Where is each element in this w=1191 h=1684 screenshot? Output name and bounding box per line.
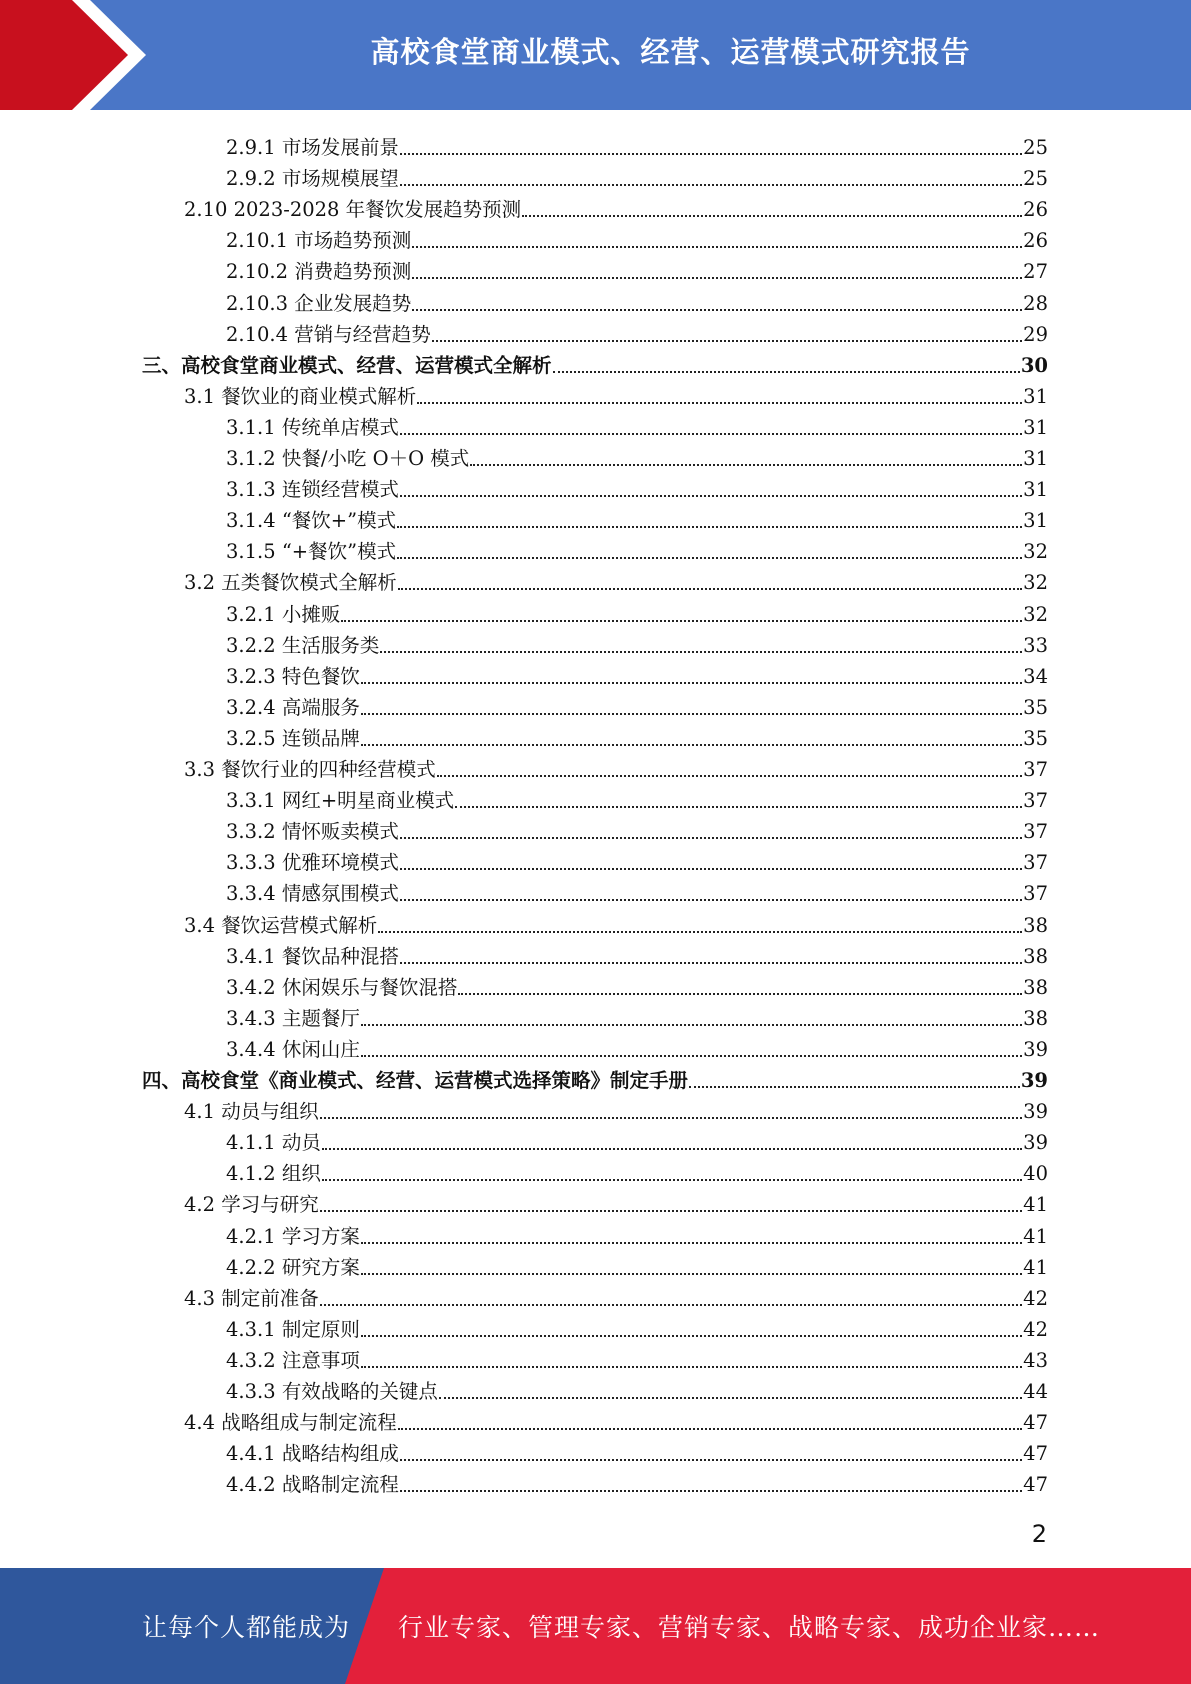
toc-dot-leader <box>455 806 1022 808</box>
toc-dot-leader <box>320 1304 1022 1306</box>
toc-dot-leader <box>412 277 1022 279</box>
toc-entry-title: 3.2 五类餐饮模式全解析 <box>184 571 397 595</box>
toc-entry-page: 26 <box>1023 229 1048 253</box>
toc-section-entry[interactable] <box>184 1280 1048 1311</box>
toc-dot-leader <box>412 246 1022 248</box>
toc-entry-page: 32 <box>1023 571 1048 595</box>
toc-dot-leader <box>689 1086 1020 1088</box>
toc-entry-page: 41 <box>1023 1255 1048 1279</box>
toc-entry-title: 3.3.4 情感氛围模式 <box>226 882 399 906</box>
toc-subsection-entry[interactable] <box>226 969 1048 1000</box>
toc-entry-page: 39 <box>1023 1131 1048 1155</box>
toc-entry-title: 4.1 动员与组织 <box>184 1100 319 1124</box>
toc-entry-page: 34 <box>1023 664 1048 688</box>
toc-subsection-entry[interactable] <box>226 160 1048 191</box>
toc-entry-page: 47 <box>1023 1442 1048 1466</box>
toc-entry-page: 42 <box>1023 1286 1048 1310</box>
toc-subsection-entry[interactable] <box>226 1311 1048 1342</box>
toc-subsection-entry[interactable] <box>226 689 1048 720</box>
toc-entry-page: 37 <box>1023 851 1048 875</box>
toc-entry-title: 2.10.3 企业发展趋势 <box>226 291 412 315</box>
toc-entry-title: 4.2 学习与研究 <box>184 1193 319 1217</box>
toc-dot-leader <box>412 309 1022 311</box>
toc-entry-title: 3.3.3 优雅环境模式 <box>226 851 399 875</box>
toc-entry-title: 4.2.1 学习方案 <box>226 1224 360 1248</box>
toc-entry-title: 2.10.4 营销与经营趋势 <box>226 322 431 346</box>
toc-entry-page: 25 <box>1023 136 1048 159</box>
toc-dot-leader <box>400 153 1022 155</box>
toc-section-entry[interactable] <box>184 1186 1048 1217</box>
toc-entry-page: 31 <box>1023 509 1048 533</box>
toc-subsection-entry[interactable] <box>226 782 1048 813</box>
toc-entry-page: 32 <box>1023 602 1048 626</box>
toc-dot-leader <box>361 1273 1022 1275</box>
toc-subsection-entry[interactable] <box>226 658 1048 689</box>
toc-subsection-entry[interactable] <box>226 533 1048 564</box>
toc-dot-leader <box>470 464 1022 466</box>
toc-subsection-entry[interactable] <box>226 1249 1048 1280</box>
toc-subsection-entry[interactable] <box>226 253 1048 284</box>
toc-subsection-entry[interactable] <box>226 1000 1048 1031</box>
toc-entry-page: 39 <box>1023 1037 1048 1061</box>
toc-entry-page: 38 <box>1023 944 1048 968</box>
toc-section-entry[interactable] <box>184 907 1048 938</box>
toc-subsection-entry[interactable] <box>226 285 1048 316</box>
toc-dot-leader <box>400 433 1022 435</box>
toc-dot-leader <box>400 962 1022 964</box>
toc-dot-leader <box>400 837 1022 839</box>
toc-entry-title: 3.3 餐饮行业的四种经营模式 <box>184 758 436 781</box>
toc-entry-page: 47 <box>1023 1411 1048 1435</box>
toc-section-entry[interactable] <box>184 1093 1048 1124</box>
toc-entry-title: 2.10 2023-2028 年餐饮发展趋势预测 <box>184 198 522 222</box>
report-title: 高校食堂商业模式、经营、运营模式研究报告 <box>370 34 971 69</box>
toc-dot-leader <box>397 526 1022 528</box>
toc-entry-page: 44 <box>1023 1380 1048 1403</box>
toc-dot-leader <box>398 1428 1022 1430</box>
toc-entry-page: 31 <box>1023 447 1048 470</box>
toc-entry-page: 35 <box>1023 695 1048 719</box>
toc-entry-page: 26 <box>1023 198 1048 222</box>
toc-dot-leader <box>378 931 1022 933</box>
toc-entry-page: 41 <box>1023 1224 1048 1248</box>
toc-entry-title: 4.3.1 制定原则 <box>226 1317 360 1341</box>
toc-entry-page: 31 <box>1023 384 1048 408</box>
toc-dot-leader <box>320 1117 1022 1119</box>
toc-subsection-entry[interactable] <box>226 1342 1048 1373</box>
toc-dot-leader <box>432 340 1022 342</box>
toc-subsection-entry[interactable] <box>226 720 1048 751</box>
toc-dot-leader <box>439 1397 1022 1399</box>
toc-subsection-entry[interactable] <box>226 471 1048 502</box>
toc-entry-title: 4.3 制定前准备 <box>184 1286 319 1310</box>
toc-entry-page: 31 <box>1023 415 1048 439</box>
toc-subsection-entry[interactable] <box>226 875 1048 906</box>
toc-entry-title: 3.3.1 网红+明星商业模式 <box>226 789 455 813</box>
toc-dot-leader <box>417 402 1022 404</box>
toc-entry-page: 32 <box>1023 540 1048 564</box>
toc-dot-leader <box>361 1366 1022 1368</box>
toc-subsection-entry[interactable] <box>226 844 1048 875</box>
toc-dot-leader <box>380 651 1022 653</box>
toc-entry-title: 3.2.1 小摊贩 <box>226 602 341 626</box>
toc-entry-page: 29 <box>1023 322 1048 346</box>
toc-entry-title: 四、高校食堂《商业模式、经营、运营模式选择策略》制定手册 <box>142 1069 689 1092</box>
toc-dot-leader <box>553 371 1020 373</box>
toc-entry-title: 4.1.1 动员 <box>226 1131 321 1155</box>
toc-dot-leader <box>361 682 1022 684</box>
toc-dot-leader <box>400 868 1022 870</box>
toc-entry-title: 2.10.1 市场趋势预测 <box>226 229 412 253</box>
toc-entry-title: 3.1.4 “餐饮+”模式 <box>226 509 397 533</box>
toc-entry-title: 3.1 餐饮业的商业模式解析 <box>184 384 417 408</box>
toc-entry-title: 三、高校食堂商业模式、经营、运营模式全解析 <box>142 353 552 377</box>
toc-subsection-entry[interactable] <box>226 129 1048 160</box>
toc-entry-title: 4.4.1 战略结构组成 <box>226 1442 399 1466</box>
footer-slogan: 让每个人都能成为 <box>142 1613 351 1642</box>
footer-expert-list: 行业专家、管理专家、营销专家、战略专家、成功企业家…… <box>398 1613 1101 1642</box>
toc-entry-page: 35 <box>1023 726 1048 750</box>
toc-entry-title: 4.2.2 研究方案 <box>226 1255 360 1279</box>
page-footer <box>0 1568 1191 1684</box>
toc-chapter-entry[interactable] <box>142 1062 1048 1093</box>
toc-dot-leader <box>400 1490 1022 1492</box>
toc-entry-page: 37 <box>1023 758 1048 781</box>
toc-dot-leader <box>361 1335 1022 1337</box>
toc-entry-page: 43 <box>1023 1348 1048 1372</box>
toc-subsection-entry[interactable] <box>226 1373 1048 1404</box>
toc-entry-page: 41 <box>1023 1193 1048 1217</box>
toc-entry-page: 39 <box>1020 1069 1048 1092</box>
toc-dot-leader <box>322 1179 1022 1181</box>
toc-dot-leader <box>400 184 1022 186</box>
toc-entry-page: 40 <box>1023 1162 1048 1186</box>
toc-dot-leader <box>400 899 1022 901</box>
toc-entry-title: 3.4.1 餐饮品种混搭 <box>226 944 399 968</box>
toc-dot-leader <box>437 775 1022 777</box>
toc-section-entry[interactable] <box>184 191 1048 222</box>
toc-entry-page: 37 <box>1023 789 1048 813</box>
toc-entry-title: 3.1.3 连锁经营模式 <box>226 478 399 502</box>
toc-subsection-entry[interactable] <box>226 1155 1048 1186</box>
toc-entry-page: 27 <box>1023 260 1048 284</box>
toc-entry-page: 38 <box>1023 1006 1048 1030</box>
toc-entry-page: 25 <box>1023 167 1048 191</box>
toc-dot-leader <box>397 557 1022 559</box>
toc-entry-title: 3.3.2 情怀贩卖模式 <box>226 820 399 844</box>
toc-entry-page: 42 <box>1023 1317 1048 1341</box>
toc-entry-page: 37 <box>1023 882 1048 906</box>
toc-entry-title: 3.2.5 连锁品牌 <box>226 726 360 750</box>
toc-entry-title: 3.1.5 “+餐饮”模式 <box>226 540 397 564</box>
toc-entry-title: 3.1.2 快餐/小吃 O＋O 模式 <box>226 447 470 470</box>
toc-dot-leader <box>320 1210 1022 1212</box>
toc-entry-title: 3.4.3 主题餐厅 <box>226 1006 360 1030</box>
page-number: 2 <box>1031 1520 1047 1548</box>
toc-entry-title: 2.9.1 市场发展前景 <box>226 136 399 159</box>
page-header <box>0 0 1191 110</box>
toc-entry-title: 3.2.3 特色餐饮 <box>226 664 360 688</box>
toc-entry-page: 33 <box>1023 633 1048 657</box>
toc-subsection-entry[interactable] <box>226 1031 1048 1062</box>
toc-entry-page: 31 <box>1023 478 1048 502</box>
toc-subsection-entry[interactable] <box>226 502 1048 533</box>
toc-entry-page: 47 <box>1023 1473 1048 1497</box>
toc-entry-title: 2.9.2 市场规模展望 <box>226 167 399 191</box>
toc-entry-title: 3.1.1 传统单店模式 <box>226 415 399 439</box>
toc-subsection-entry[interactable] <box>226 409 1048 440</box>
toc-dot-leader <box>522 215 1022 217</box>
toc-dot-leader <box>361 1024 1022 1026</box>
toc-chapter-entry[interactable] <box>142 347 1048 378</box>
toc-entry-page: 37 <box>1023 820 1048 844</box>
toc-dot-leader <box>361 1242 1022 1244</box>
toc-entry-title: 4.4.2 战略制定流程 <box>226 1473 399 1497</box>
toc-section-entry[interactable] <box>184 378 1048 409</box>
toc-section-entry[interactable] <box>184 1404 1048 1435</box>
toc-dot-leader <box>341 620 1022 622</box>
toc-dot-leader <box>398 588 1022 590</box>
toc-entry-page: 39 <box>1023 1100 1048 1124</box>
toc-dot-leader <box>361 713 1022 715</box>
toc-subsection-entry[interactable] <box>226 1124 1048 1155</box>
toc-entry-title: 3.4.2 休闲娱乐与餐饮混搭 <box>226 975 458 999</box>
toc-dot-leader <box>400 1459 1022 1461</box>
toc-dot-leader <box>361 1055 1022 1057</box>
toc-dot-leader <box>361 744 1022 746</box>
toc-section-entry[interactable] <box>184 564 1048 595</box>
toc-entry-title: 4.3.2 注意事项 <box>226 1348 360 1372</box>
toc-entry-title: 3.2.4 高端服务 <box>226 695 360 719</box>
toc-dot-leader <box>322 1148 1022 1150</box>
toc-subsection-entry[interactable] <box>226 316 1048 347</box>
toc-entry-page: 38 <box>1023 975 1048 999</box>
header-chevron-graphic <box>0 0 160 110</box>
toc-entry-title: 2.10.2 消费趋势预测 <box>226 260 412 284</box>
toc-subsection-entry[interactable] <box>226 222 1048 253</box>
toc-subsection-entry[interactable] <box>226 813 1048 844</box>
toc-subsection-entry[interactable] <box>226 1466 1048 1497</box>
toc-entry-page: 38 <box>1023 913 1048 937</box>
toc-entry-page: 30 <box>1020 353 1048 377</box>
toc-entry-title: 3.4 餐饮运营模式解析 <box>184 913 378 937</box>
toc-subsection-entry[interactable] <box>226 1435 1048 1466</box>
toc-entry-title: 4.4 战略组成与制定流程 <box>184 1411 397 1435</box>
toc-section-entry[interactable] <box>184 751 1048 782</box>
toc-entry-title: 3.2.2 生活服务类 <box>226 633 380 657</box>
toc-subsection-entry[interactable] <box>226 627 1048 658</box>
toc-entry-title: 3.4.4 休闲山庄 <box>226 1037 360 1061</box>
toc-dot-leader <box>458 993 1022 995</box>
toc-subsection-entry[interactable] <box>226 938 1048 969</box>
toc-entry-title: 4.3.3 有效战略的关键点 <box>226 1380 438 1403</box>
toc-dot-leader <box>400 495 1022 497</box>
toc-entry-title: 4.1.2 组织 <box>226 1162 321 1186</box>
toc-entry-page: 28 <box>1023 291 1048 315</box>
toc-subsection-entry[interactable] <box>226 596 1048 627</box>
toc-subsection-entry[interactable] <box>226 1218 1048 1249</box>
toc-subsection-entry[interactable] <box>226 440 1048 471</box>
